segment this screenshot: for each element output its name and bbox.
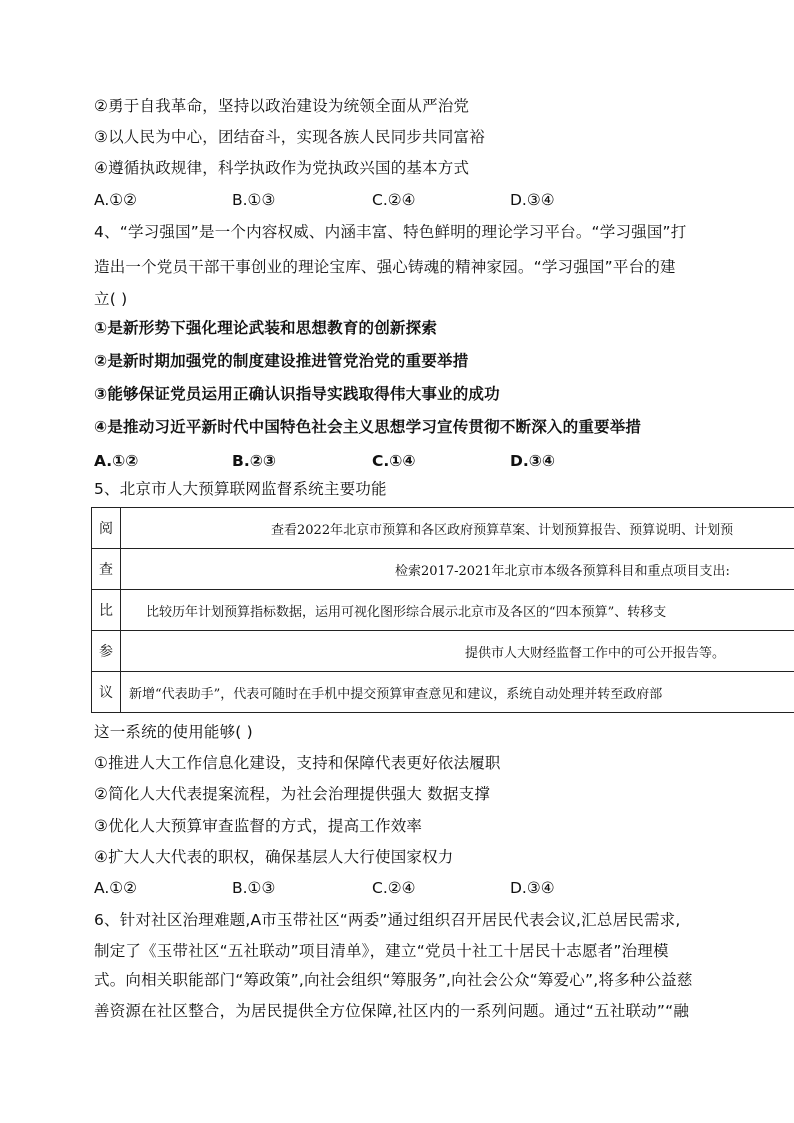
table-value: 查看2022年北京市预算和各区政府预算草案、计划预算报告、预算说明、计划预 [271, 522, 734, 538]
table-row [92, 672, 794, 713]
q3-option-2: ②勇于自我革命，坚持以政治建设为统领全面从严治党 [94, 97, 470, 115]
q4-stem-line-2: 造出一个党员干部干事创业的理论宝库、强心铸魂的精神家园。“学习强国”平台的建 [94, 258, 676, 276]
table-value: 提供市人大财经监督工作中的可公开报告等。 [465, 645, 726, 661]
q5-stem: 5、北京市人大预算联网监督系统主要功能 [94, 480, 387, 498]
table-row [92, 631, 794, 672]
q6-stem-line-3: 式。向相关职能部门“筹政策”,向社会组织“筹服务”,向社会公众“筹爱心”,将多种公益慈 [94, 971, 693, 989]
table-key: 查 [92, 549, 121, 590]
q4-option-1: ①是新形势下强化理论武装和思想教育的创新探索 [94, 319, 438, 337]
q3-choice-a[interactable]: A.①② [94, 191, 138, 209]
q4-option-4: ④是推动习近平新时代中国特色社会主义思想学习宣传贯彻不断深入的重要举措 [94, 418, 642, 436]
q6-stem-line-1: 6、针对社区治理难题,A市玉带社区“两委”通过组织召开居民代表会议,汇总居民需求, [94, 911, 681, 929]
table-row [92, 590, 794, 631]
q4-choice-d[interactable]: D.③④ [510, 452, 556, 470]
q3-choice-d[interactable]: D.③④ [510, 191, 555, 209]
table-key: 比 [92, 590, 121, 631]
q5-option-2: ②简化人大代表提案流程，为社会治理提供强大 数据支撑 [94, 785, 491, 803]
q5-choices [94, 877, 654, 899]
q3-option-3: ③以人民为中心，团结奋斗，实现各族人民同步共同富裕 [94, 128, 485, 146]
table-row [92, 508, 794, 549]
q4-choices [94, 450, 654, 472]
q4-choice-b[interactable]: B.②③ [232, 452, 276, 470]
table-row [92, 549, 794, 590]
q3-option-4: ④遵循执政规律，科学执政作为党执政兴国的基本方式 [94, 159, 470, 177]
q3-choices [94, 189, 654, 211]
q5-option-4: ④扩大人大代表的职权，确保基层人大行使国家权力 [94, 848, 454, 866]
q4-option-3: ③能够保证党员运用正确认识指导实践取得伟大事业的成功 [94, 385, 500, 403]
q4-choice-a[interactable]: A.①② [94, 452, 139, 470]
table-value: 检索2017-2021年北京市本级各预算科目和重点项目支出: [395, 563, 730, 579]
q5-choice-d[interactable]: D.③④ [510, 879, 555, 897]
table-key: 参 [92, 631, 121, 672]
q4-stem-line-3: 立( ) [94, 290, 128, 308]
table-value: 比较历年计划预算指标数据，运用可视化图形综合展示北京市及各区的“四本预算”、转移支 [146, 604, 667, 620]
q3-choice-b[interactable]: B.①③ [232, 191, 276, 209]
table-key: 阅 [92, 508, 121, 549]
q5-choice-b[interactable]: B.①③ [232, 879, 276, 897]
table-key: 议 [92, 672, 121, 713]
q5-question: 这一系统的使用能够( ) [94, 723, 253, 741]
q5-option-1: ①推进人大工作信息化建设，支持和保障代表更好依法履职 [94, 754, 501, 772]
q4-choice-c[interactable]: C.①④ [372, 452, 416, 470]
q3-choice-c[interactable]: C.②④ [372, 191, 416, 209]
q5-choice-a[interactable]: A.①② [94, 879, 138, 897]
table-value: 新增“代表助手”，代表可随时在手机中提交预算审查意见和建议，系统自动处理并转至政府部 [129, 686, 663, 702]
q5-function-table [91, 507, 794, 713]
q4-stem-line-1: 4、“学习强国”是一个内容权威、内涵丰富、特色鲜明的理论学习平台。“学习强国”打 [94, 223, 687, 241]
q4-option-2: ②是新时期加强党的制度建设推进管党治党的重要举措 [94, 352, 469, 370]
q6-stem-line-2: 制定了《玉带社区“五社联动”项目清单》，建立“党员十社工十居民十志愿者”治理模 [94, 942, 669, 960]
q5-choice-c[interactable]: C.②④ [372, 879, 416, 897]
q5-option-3: ③优化人大预算审查监督的方式，提高工作效率 [94, 817, 423, 835]
q6-stem-line-4: 善资源在社区整合，为居民提供全方位保障,社区内的一系列问题。通过“五社联动”“融 [94, 1002, 690, 1020]
